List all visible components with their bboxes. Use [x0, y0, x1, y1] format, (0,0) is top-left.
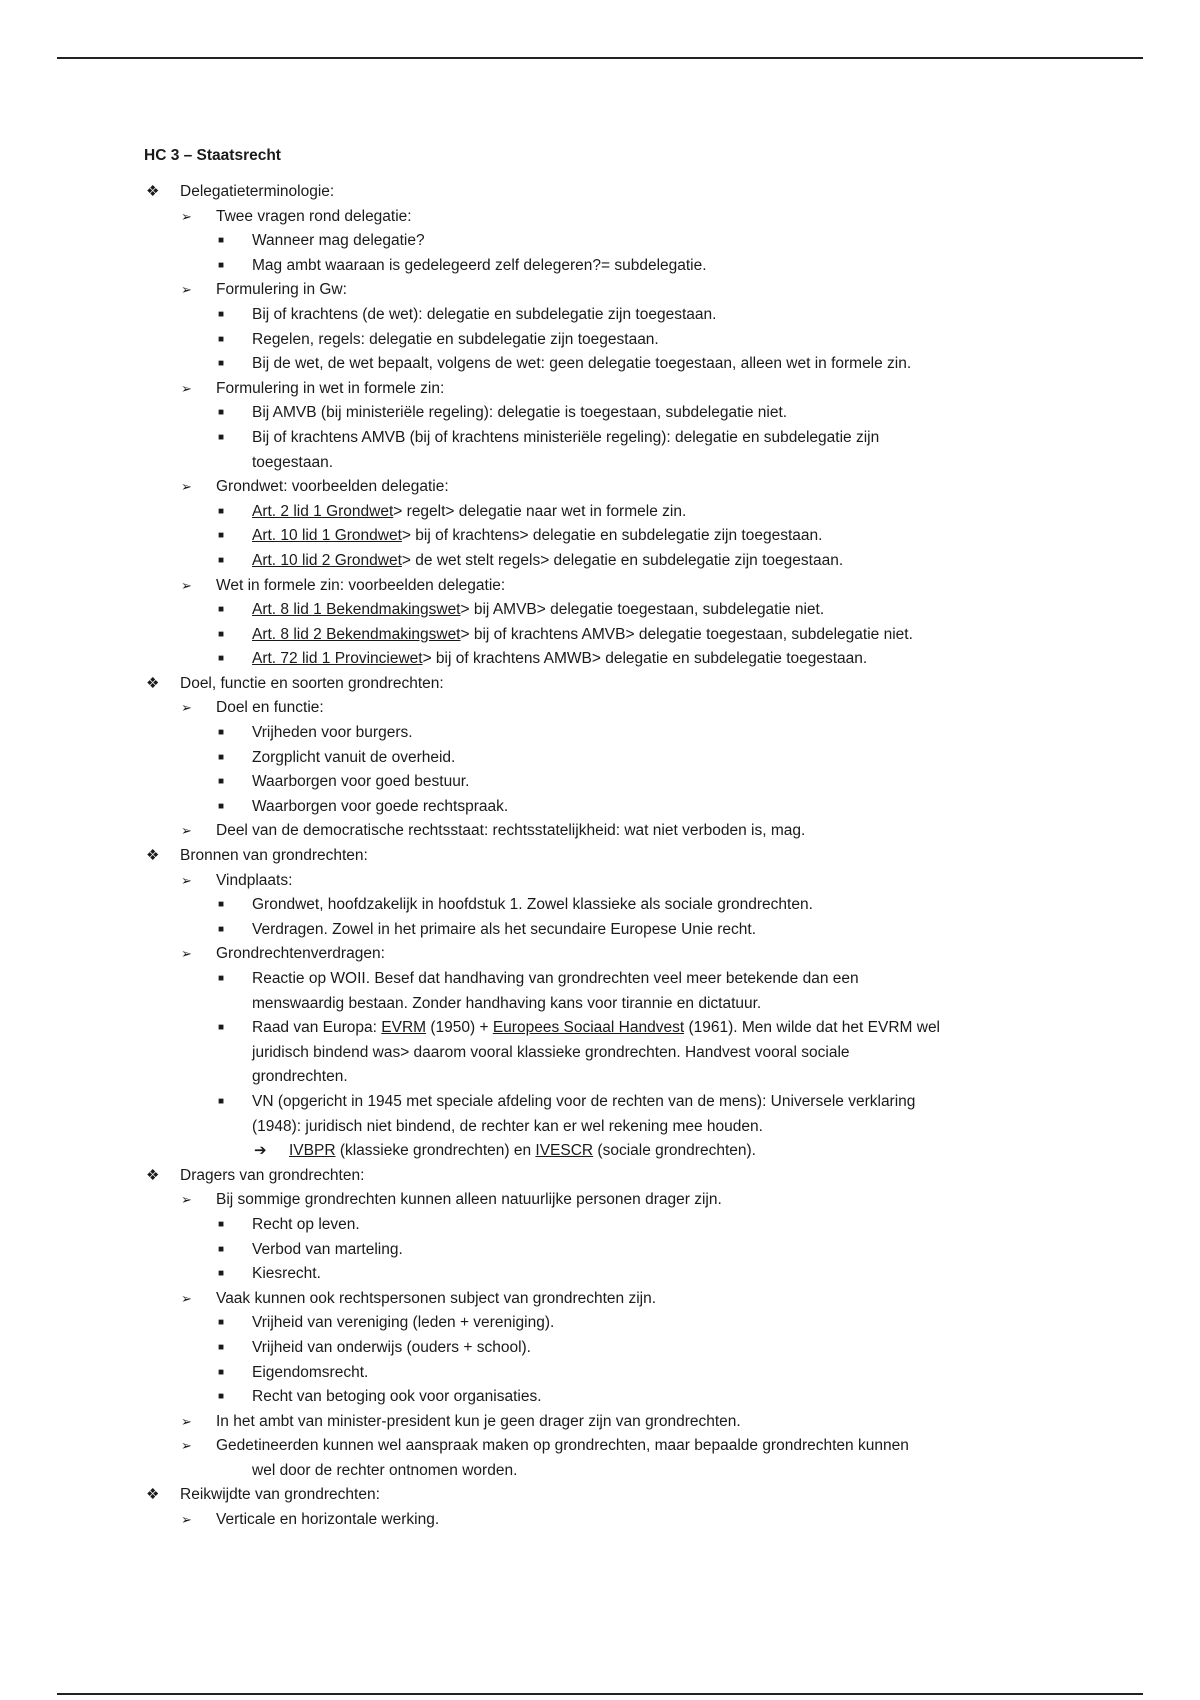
reference-link[interactable]: Art. 2 lid 1 Grondwet: [252, 502, 394, 520]
square-bullet-icon: ■: [218, 923, 225, 935]
arrowhead-bullet-icon: ➢: [181, 872, 192, 888]
list-item-text: Bronnen van grondrechten:: [180, 847, 368, 865]
list-item-level-2: [144, 377, 1064, 402]
list-item-level-3: [144, 893, 1064, 918]
list-item-level-3: [144, 1016, 1064, 1041]
outline-list: [144, 180, 1064, 1533]
arrowhead-bullet-icon: ➢: [181, 1192, 192, 1208]
list-item-level-2: [144, 942, 1064, 967]
list-item-text: Grondwet, hoofdzakelijk in hoofdstuk 1. Zowel klassieke als sociale grondrechten.: [252, 896, 813, 914]
list-item-text: Bij of krachtens AMVB (bij of krachtens ministeriële regeling): delegatie en subdelegatie zijn: [252, 428, 880, 446]
list-item-text: > bij of krachtens> delegatie en subdelegatie zijn toegestaan.: [401, 527, 823, 545]
list-item-text: juridisch bindend was> daarom vooral klassieke grondrechten. Handvest vooral sociale: [252, 1043, 850, 1061]
list-item-text: (1948): juridisch niet bindend, de rechter kan er wel rekening mee houden.: [252, 1117, 763, 1135]
reference-link[interactable]: Art. 8 lid 2 Bekendmakingswet: [252, 625, 461, 643]
list-item-text: > regelt> delegatie naar wet in formele zin.: [393, 502, 687, 520]
list-item-continuation: [144, 1115, 1064, 1140]
arrowhead-bullet-icon: ➢: [181, 1512, 192, 1528]
list-item-text: Mag ambt waaraan is gedelegeerd zelf delegeren?= subdelegatie.: [252, 256, 707, 274]
list-item-level-3: [144, 328, 1064, 353]
list-item-text: Eigendomsrecht.: [252, 1363, 369, 1381]
list-item-text: Vrijheid van vereniging (leden + vereniging).: [252, 1314, 555, 1332]
list-item-text: Vrijheid van onderwijs (ouders + school).: [252, 1338, 531, 1356]
list-item-level-3: [144, 623, 1064, 648]
list-item-level-3: [144, 770, 1064, 795]
square-bullet-icon: ■: [218, 1268, 225, 1280]
list-item-text: Grondwet: voorbeelden delegatie:: [216, 478, 449, 496]
list-item-text: menswaardig bestaan. Zonder handhaving kans voor tirannie en dictatuur.: [252, 994, 762, 1012]
arrowhead-bullet-icon: ➢: [181, 946, 192, 962]
list-item-text: wel door de rechter ontnomen worden.: [252, 1461, 518, 1479]
diamond-bullet-icon: ❖: [146, 674, 160, 692]
list-item-continuation: [144, 1459, 1064, 1484]
list-item-level-2: [144, 1508, 1064, 1533]
reference-link[interactable]: Art. 10 lid 1 Grondwet: [252, 527, 402, 545]
list-item-text: Reactie op WOII. Besef dat handhaving van grondrechten veel meer betekende dan een: [252, 970, 859, 987]
list-item-level-3: [144, 1262, 1064, 1287]
arrowhead-bullet-icon: ➢: [181, 700, 192, 716]
diamond-bullet-icon: ❖: [146, 1166, 160, 1184]
square-bullet-icon: ■: [218, 505, 225, 517]
list-item-level-2: [144, 574, 1064, 599]
square-bullet-icon: ■: [218, 776, 225, 788]
square-bullet-icon: ■: [218, 727, 225, 739]
list-item-text: (1950) +: [426, 1019, 493, 1037]
list-item-text: > bij AMVB> delegatie toegestaan, subdelegatie niet.: [460, 601, 825, 619]
square-bullet-icon: ■: [218, 407, 225, 419]
list-item-level-1: [144, 672, 1064, 697]
square-bullet-icon: ■: [218, 431, 225, 443]
arrowhead-bullet-icon: ➢: [181, 282, 192, 298]
list-item-text: Recht op leven.: [252, 1215, 360, 1233]
list-item-text: VN (opgericht in 1945 met speciale afdeling voor de rechten van de mens): Universele verklaring: [252, 1092, 916, 1110]
list-item-text: Grondrechtenverdragen:: [216, 945, 385, 963]
list-item-text: Doel en functie:: [216, 699, 324, 717]
square-bullet-icon: ■: [218, 1341, 225, 1353]
square-bullet-icon: ■: [218, 628, 225, 640]
square-bullet-icon: ■: [218, 653, 225, 665]
list-item-level-3: [144, 426, 1064, 451]
list-item-level-2: [144, 1434, 1064, 1459]
list-item-level-3: [144, 401, 1064, 426]
reference-link[interactable]: Art. 10 lid 2 Grondwet: [252, 551, 402, 569]
list-item-level-3: [144, 254, 1064, 279]
list-item-level-2: [144, 1410, 1064, 1435]
list-item-level-3: [144, 647, 1064, 672]
square-bullet-icon: ■: [218, 1317, 225, 1329]
list-item-text: toegestaan.: [252, 453, 334, 471]
list-item-level-1: [144, 1164, 1064, 1189]
list-item-level-4: [144, 1139, 1064, 1164]
list-item-level-1: [144, 844, 1064, 869]
list-item-text: (klassieke grondrechten) en: [335, 1142, 536, 1160]
square-bullet-icon: ■: [218, 899, 225, 911]
list-item-text: Verdragen. Zowel in het primaire als het secundaire Europese Unie recht.: [252, 920, 757, 938]
square-bullet-icon: ■: [218, 1366, 225, 1378]
list-item-text: Deel van de democratische rechtsstaat: rechtsstatelijkheid: wat niet verboden is, mag.: [216, 822, 806, 840]
list-item-level-3: [144, 1213, 1064, 1238]
list-item-continuation: [144, 1041, 1064, 1066]
list-item-level-2: [144, 278, 1064, 303]
list-item-text: > bij of krachtens AMWB> delegatie en subdelegatie toegestaan.: [422, 650, 868, 668]
square-bullet-icon: ■: [218, 973, 225, 984]
square-bullet-icon: ■: [218, 333, 225, 345]
list-item-text: Formulering in Gw:: [216, 281, 347, 299]
list-item-level-3: [144, 229, 1064, 254]
list-item-level-3: [144, 795, 1064, 820]
arrowhead-bullet-icon: ➢: [181, 1413, 192, 1429]
reference-link[interactable]: Art. 72 lid 1 Provinciewet: [252, 650, 423, 668]
list-item-text: (sociale grondrechten).: [593, 1142, 756, 1160]
arrowhead-bullet-icon: ➢: [181, 1438, 192, 1454]
list-item-text: Verbod van marteling.: [252, 1240, 403, 1258]
square-bullet-icon: ■: [218, 235, 225, 247]
list-item-text: Bij of krachtens (de wet): delegatie en subdelegatie zijn toegestaan.: [252, 305, 717, 323]
page-title: HC 3 – Staatsrecht: [144, 147, 281, 164]
list-item-continuation: [144, 451, 1064, 476]
square-bullet-icon: ■: [218, 1243, 225, 1255]
list-item-level-3: [144, 303, 1064, 328]
square-bullet-icon: ■: [218, 1391, 225, 1403]
list-item-text: Vaak kunnen ook rechtspersonen subject van grondrechten zijn.: [216, 1289, 657, 1307]
list-item-text: Waarborgen voor goede rechtspraak.: [252, 797, 509, 815]
list-item-level-3: [144, 524, 1064, 549]
list-item-text: Recht van betoging ook voor organisaties.: [252, 1388, 542, 1406]
list-item-level-2: [144, 1287, 1064, 1312]
square-bullet-icon: ■: [218, 308, 225, 320]
arrowhead-bullet-icon: ➢: [181, 208, 192, 224]
reference-link[interactable]: EVRM: [381, 1019, 427, 1037]
square-bullet-icon: ■: [218, 259, 225, 271]
list-item-text: > de wet stelt regels> delegatie en subdelegatie zijn toegestaan.: [401, 551, 844, 569]
list-item-level-1: [144, 1483, 1064, 1508]
list-item-text: Gedetineerden kunnen wel aanspraak maken op grondrechten, maar bepaalde grondrechten kunnen: [216, 1437, 909, 1455]
list-item-text: Verticale en horizontale werking.: [216, 1511, 440, 1529]
list-item-text: Vindplaats:: [216, 871, 293, 889]
list-item-level-3: [144, 1385, 1064, 1410]
square-bullet-icon: ■: [218, 751, 225, 763]
square-bullet-icon: ■: [218, 358, 225, 370]
list-item-level-2: [144, 205, 1064, 230]
square-bullet-icon: ■: [218, 530, 225, 542]
list-item-text: Zorgplicht vanuit de overheid.: [252, 748, 456, 766]
arrowhead-bullet-icon: ➢: [181, 1290, 192, 1306]
list-item-text: Dragers van grondrechten:: [180, 1166, 365, 1184]
square-bullet-icon: ■: [218, 554, 225, 566]
list-item-text: Bij sommige grondrechten kunnen alleen natuurlijke personen drager zijn.: [216, 1191, 722, 1209]
reference-link[interactable]: IVESCR: [535, 1142, 594, 1160]
list-item-level-3: [144, 1090, 1064, 1115]
list-item-text: Regelen, regels: delegatie en subdelegatie zijn toegestaan.: [252, 330, 659, 348]
list-item-level-3: [144, 918, 1064, 943]
square-bullet-icon: ■: [218, 1095, 225, 1107]
list-item-level-3: [144, 500, 1064, 525]
list-item-level-3: [144, 1238, 1064, 1263]
list-item-level-3: [144, 1311, 1064, 1336]
list-item-text: Formulering in wet in formele zin:: [216, 379, 445, 397]
square-bullet-icon: ■: [218, 800, 225, 812]
arrowhead-bullet-icon: ➢: [181, 380, 192, 396]
arrowhead-bullet-icon: ➢: [181, 577, 192, 593]
list-item-text: (1961). Men wilde dat het EVRM wel: [684, 1019, 941, 1037]
list-item-text: Kiesrecht.: [252, 1265, 321, 1283]
list-item-level-2: [144, 869, 1064, 894]
list-item-text: Bij de wet, de wet bepaalt, volgens de wet: geen delegatie toegestaan, alleen wet in formele zin.: [252, 355, 912, 373]
list-item-text: Wet in formele zin: voorbeelden delegatie:: [216, 576, 506, 594]
square-bullet-icon: ■: [218, 1022, 225, 1034]
arrow-right-icon: ➔: [254, 1142, 267, 1160]
list-item-text: Doel, functie en soorten grondrechten:: [180, 674, 444, 692]
square-bullet-icon: ■: [218, 1218, 225, 1230]
list-item-level-3: [144, 967, 1064, 992]
list-item-level-2: [144, 696, 1064, 721]
list-item-text: Vrijheden voor burgers.: [252, 724, 413, 742]
header-rule: [57, 57, 1143, 59]
list-item-level-3: [144, 352, 1064, 377]
list-item-continuation: [144, 992, 1064, 1017]
list-item-text: grondrechten.: [252, 1068, 348, 1086]
list-item-text: Reikwijdte van grondrechten:: [180, 1486, 380, 1504]
list-item-continuation: [144, 1065, 1064, 1090]
list-item-text: Waarborgen voor goed bestuur.: [252, 773, 470, 791]
list-item-level-2: [144, 819, 1064, 844]
list-item-level-3: [144, 1336, 1064, 1361]
list-item-level-3: [144, 721, 1064, 746]
diamond-bullet-icon: ❖: [146, 847, 160, 865]
footer-rule: [57, 1693, 1143, 1695]
list-item-text: In het ambt van minister-president kun je geen drager zijn van grondrechten.: [216, 1412, 741, 1430]
reference-link[interactable]: Europees Sociaal Handvest: [492, 1019, 685, 1037]
diamond-bullet-icon: ❖: [146, 183, 160, 200]
list-item-level-3: [144, 1361, 1064, 1386]
list-item-text: Raad van Europa:: [252, 1019, 382, 1037]
list-item-level-3: [144, 598, 1064, 623]
list-item-level-3: [144, 746, 1064, 771]
reference-link[interactable]: Art. 8 lid 1 Bekendmakingswet: [252, 601, 461, 619]
list-item-text: Delegatieterminologie:: [180, 183, 335, 200]
list-item-level-1: [144, 180, 1064, 205]
list-item-text: Bij AMVB (bij ministeriële regeling): delegatie is toegestaan, subdelegatie niet.: [252, 404, 788, 422]
arrowhead-bullet-icon: ➢: [181, 823, 192, 839]
list-item-text: Twee vragen rond delegatie:: [216, 207, 412, 225]
list-item-text: > bij of krachtens AMVB> delegatie toegestaan, subdelegatie niet.: [460, 625, 913, 643]
list-item-level-3: [144, 549, 1064, 574]
reference-link[interactable]: IVBPR: [289, 1142, 336, 1160]
diamond-bullet-icon: ❖: [146, 1486, 160, 1504]
square-bullet-icon: ■: [218, 604, 225, 616]
list-item-level-2: [144, 1188, 1064, 1213]
arrowhead-bullet-icon: ➢: [181, 479, 192, 495]
list-item-level-2: [144, 475, 1064, 500]
list-item-text: Wanneer mag delegatie?: [252, 232, 425, 250]
